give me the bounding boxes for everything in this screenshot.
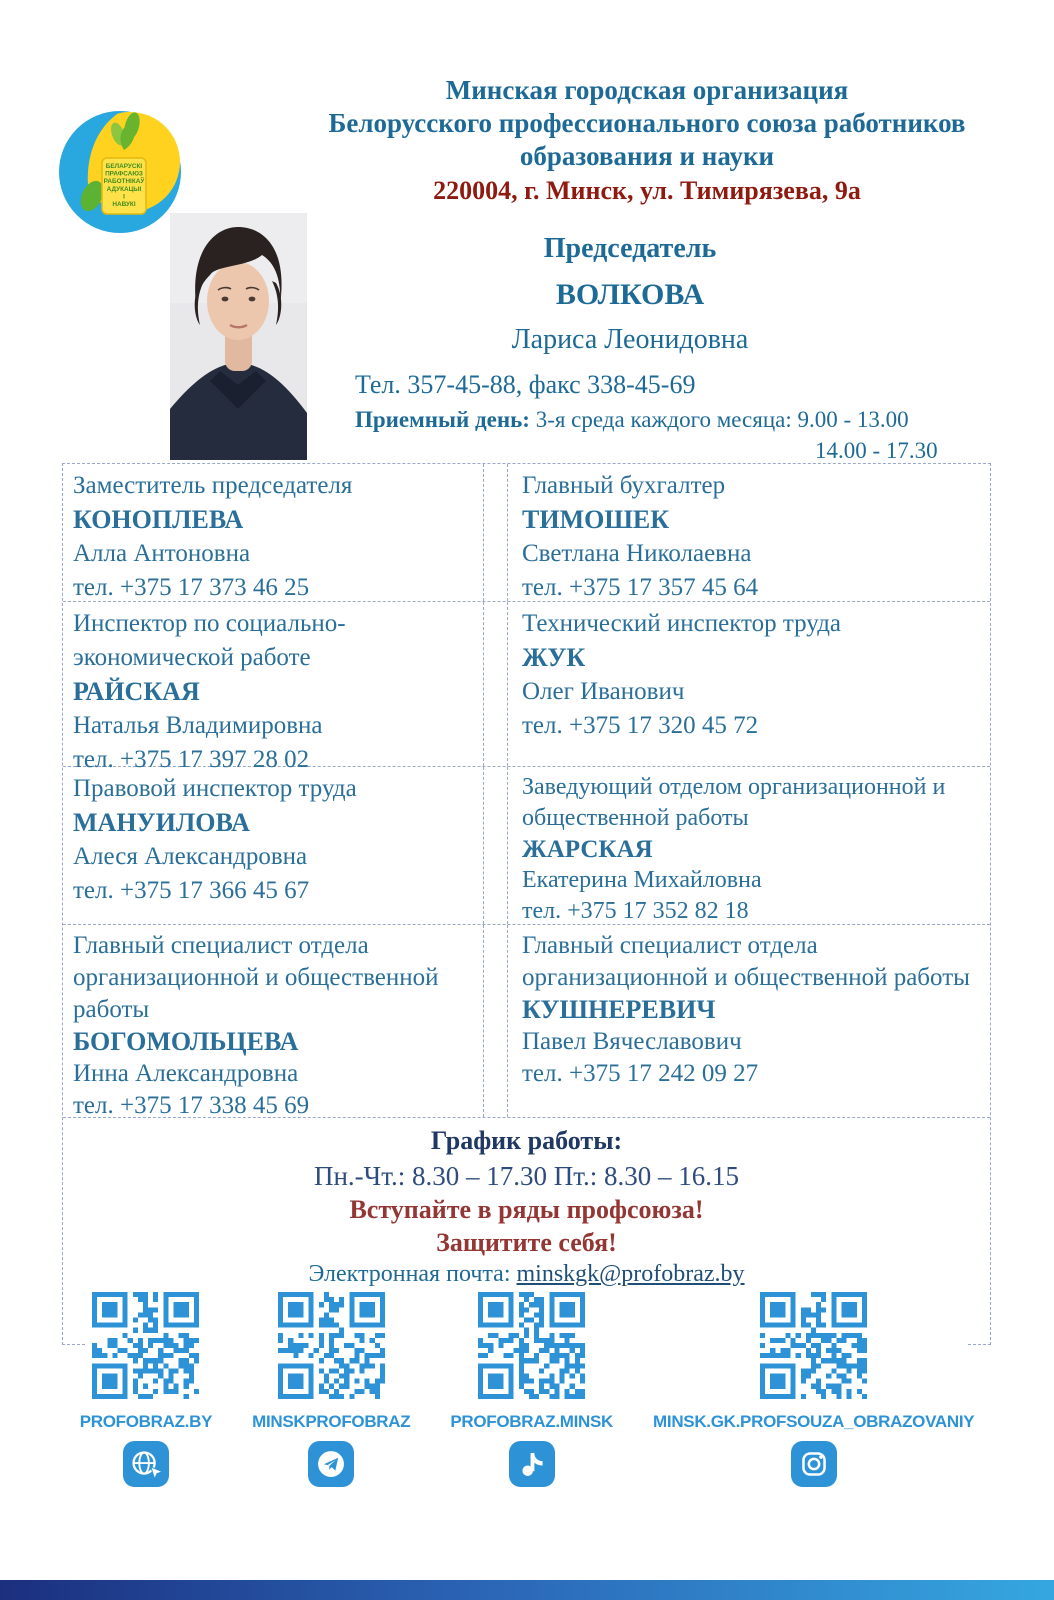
staff-cell bbox=[63, 602, 484, 773]
staff-table bbox=[62, 463, 991, 1345]
qr-label: PROFOBRAZ.MINSK bbox=[450, 1412, 614, 1431]
svg-text:БЕЛАРУСКІ: БЕЛАРУСКІ bbox=[105, 163, 143, 170]
staff-phone: тел. +375 17 397 28 02 bbox=[73, 746, 310, 773]
staff-phone: тел. +375 17 338 45 69 bbox=[73, 1092, 310, 1119]
email-line bbox=[63, 1259, 990, 1290]
svg-text:ПРАФСАЮЗ: ПРАФСАЮЗ bbox=[105, 170, 143, 178]
staff-name: Алеся Александровна bbox=[73, 843, 308, 870]
chairman-phone: Тел. 357-45-88, факс 338-45-69 bbox=[355, 370, 696, 399]
reception-text: 3-я среда каждого месяца: 9.00 - 13.00 bbox=[529, 407, 909, 432]
staff-phone: тел. +375 17 320 45 72 bbox=[522, 712, 759, 739]
org-address: 220004, г. Минск, ул. Тимирязева, 9а bbox=[433, 176, 861, 205]
column-gap bbox=[484, 767, 507, 924]
qr-section bbox=[79, 1292, 975, 1487]
qr-item-tiktok bbox=[450, 1292, 613, 1487]
staff-cell bbox=[63, 464, 484, 601]
slogan-join: Вступайте в ряды профсоюза! bbox=[349, 1195, 704, 1224]
staff-title: Технический инспектор труда bbox=[522, 610, 842, 637]
qr-code bbox=[760, 1292, 867, 1399]
column-gap bbox=[484, 925, 507, 1117]
chairman-title: Председатель bbox=[543, 233, 717, 264]
staff-surname: ТИМОШЕК bbox=[522, 505, 670, 534]
org-name-line: Белорусского профессионального союза работников bbox=[328, 108, 966, 138]
globe-icon[interactable] bbox=[123, 1441, 169, 1487]
staff-title: Главный бухгалтер bbox=[522, 472, 726, 499]
qr-code bbox=[92, 1292, 199, 1399]
table-row bbox=[63, 924, 990, 1117]
qr-code bbox=[278, 1292, 385, 1399]
union-logo bbox=[56, 100, 184, 244]
instagram-icon[interactable] bbox=[791, 1441, 837, 1487]
chairman-photo bbox=[170, 213, 307, 460]
staff-surname: ЖАРСКАЯ bbox=[522, 836, 653, 863]
column-gap bbox=[484, 602, 507, 766]
svg-text:РАБОТНІКАЎ: РАБОТНІКАЎ bbox=[103, 178, 145, 186]
chairman-name: Лариса Леонидовна bbox=[511, 324, 749, 355]
staff-surname: МАНУИЛОВА bbox=[73, 808, 250, 837]
reception-time-2: 14.00 - 17.30 bbox=[815, 438, 938, 463]
qr-code bbox=[478, 1292, 585, 1399]
org-name-line: Минская городская организация bbox=[445, 75, 849, 105]
email-link[interactable]: minskgk@profobraz.by bbox=[516, 1261, 745, 1287]
svg-text:АДУКАЦЫІ: АДУКАЦЫІ bbox=[106, 185, 142, 193]
table-row bbox=[63, 766, 990, 924]
email-label: Электронная почта: bbox=[308, 1261, 517, 1287]
portrait-graphic bbox=[170, 213, 307, 460]
staff-name: Олег Иванович bbox=[522, 678, 685, 705]
staff-cell bbox=[63, 767, 484, 924]
staff-surname: РАЙСКАЯ bbox=[73, 677, 200, 706]
staff-title: Заведующий отделом организационной и общественной работы bbox=[522, 774, 946, 831]
schedule-title: График работы: bbox=[430, 1126, 623, 1155]
table-row bbox=[63, 601, 990, 773]
table-row bbox=[63, 464, 990, 601]
svg-text:НАВУКІ: НАВУКІ bbox=[112, 201, 136, 208]
org-name-line: образования и науки bbox=[519, 141, 775, 171]
staff-cell bbox=[507, 767, 990, 924]
header bbox=[290, 74, 1004, 207]
union-logo-graphic bbox=[56, 100, 184, 244]
qr-label: PROFOBRAZ.BY bbox=[79, 1412, 213, 1431]
qr-item-website bbox=[80, 1292, 212, 1487]
staff-cell bbox=[63, 925, 484, 1117]
telegram-icon[interactable] bbox=[308, 1441, 354, 1487]
qr-item-instagram bbox=[653, 1292, 974, 1487]
staff-phone: тел. +375 17 352 82 18 bbox=[522, 898, 749, 924]
staff-phone: тел. +375 17 366 45 67 bbox=[73, 877, 310, 904]
staff-surname: БОГОМОЛЬЦЕВА bbox=[73, 1027, 299, 1056]
staff-phone: тел. +375 17 242 09 27 bbox=[522, 1060, 759, 1087]
qr-label: MINSK.GK.PROFSOUZA_OBRAZOVANIY bbox=[653, 1412, 975, 1431]
staff-title: Правовой инспектор труда bbox=[73, 775, 357, 802]
schedule-hours: Пн.-Чт.: 8.30 – 17.30 Пт.: 8.30 – 16.15 bbox=[313, 1161, 740, 1191]
staff-cell bbox=[507, 925, 990, 1117]
svg-text:І: І bbox=[123, 193, 125, 201]
qr-label: MINSKPROFOBRAZ bbox=[252, 1412, 411, 1431]
staff-cell bbox=[507, 602, 990, 766]
staff-name: Алла Антоновна bbox=[73, 540, 251, 567]
staff-name: Екатерина Михайловна bbox=[522, 867, 762, 893]
staff-phone: тел. +375 17 357 45 64 bbox=[522, 574, 759, 601]
tiktok-icon[interactable] bbox=[509, 1441, 555, 1487]
reception-label: Приемный день: bbox=[355, 407, 530, 432]
qr-item-telegram bbox=[252, 1292, 410, 1487]
staff-name: Инна Александровна bbox=[73, 1060, 299, 1087]
staff-cell bbox=[507, 464, 990, 601]
staff-name: Наталья Владимировна bbox=[73, 712, 323, 739]
staff-title: Заместитель председателя bbox=[73, 472, 353, 499]
reception-line bbox=[355, 407, 955, 433]
staff-title: Главный специалист отдела организационной и общественной работы bbox=[522, 932, 970, 991]
staff-title: Главный специалист отдела организационной и общественной работы bbox=[73, 932, 439, 1023]
staff-phone: тел. +375 17 373 46 25 bbox=[73, 574, 310, 601]
staff-name: Светлана Николаевна bbox=[522, 540, 752, 567]
chairman-surname: ВОЛКОВА bbox=[555, 278, 705, 311]
slogan-protect: Защитите себя! bbox=[436, 1228, 617, 1257]
column-gap bbox=[484, 464, 507, 601]
staff-surname: КОНОПЛЕВА bbox=[73, 505, 244, 534]
bottom-accent-bar bbox=[0, 1580, 1054, 1600]
chairman-block bbox=[310, 234, 950, 355]
staff-surname: КУШНЕРЕВИЧ bbox=[522, 995, 716, 1024]
staff-title: Инспектор по социально-экономической работе bbox=[73, 610, 346, 671]
staff-surname: ЖУК bbox=[522, 643, 586, 672]
staff-name: Павел Вячеславович bbox=[522, 1028, 742, 1055]
